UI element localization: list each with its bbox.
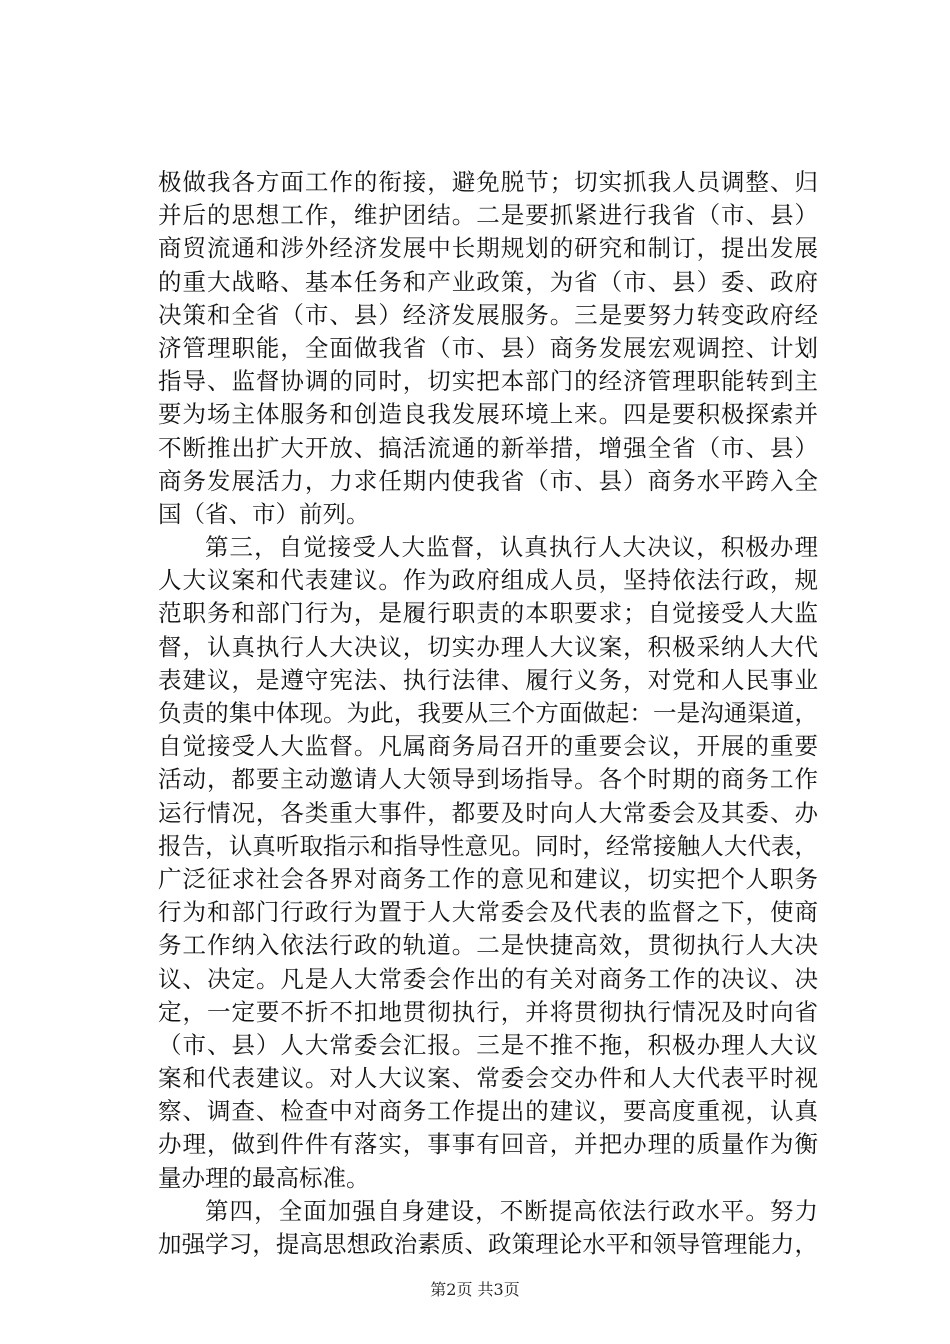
- text-line: 的重大战略、基本任务和产业政策，为省（市、县）委、政府: [158, 267, 818, 296]
- text-line: 活动，都要主动邀请人大领导到场指导。各个时期的商务工作: [158, 765, 818, 794]
- text-line: 并后的思想工作，维护团结。二是要抓紧进行我省（市、县）: [158, 201, 818, 230]
- text-line: 国（省、市）前列。: [158, 499, 370, 528]
- text-line: 广泛征求社会各界对商务工作的意见和建议，切实把个人职务: [158, 864, 818, 893]
- text-line: 运行情况，各类重大事件，都要及时向人大常委会及其委、办: [158, 798, 818, 827]
- text-line: 济管理职能，全面做我省（市、县）商务发展宏观调控、计划: [158, 333, 818, 362]
- text-line: （市、县）人大常委会汇报。三是不推不拖，积极办理人大议: [158, 1030, 818, 1059]
- text-line: 不断推出扩大开放、搞活流通的新举措，增强全省（市、县）: [158, 433, 818, 462]
- text-line: 察、调查、检查中对商务工作提出的建议，要高度重视，认真: [158, 1097, 818, 1126]
- text-line: 第三，自觉接受人大监督，认真执行人大决议，积极办理: [205, 533, 818, 562]
- text-line: 自觉接受人大监督。凡属商务局召开的重要会议，开展的重要: [158, 732, 818, 761]
- text-line: 范职务和部门行为，是履行职责的本职要求；自觉接受人大监: [158, 599, 818, 628]
- text-line: 务工作纳入依法行政的轨道。二是快捷高效，贯彻执行人大决: [158, 931, 818, 960]
- text-line: 商贸流通和涉外经济发展中长期规划的研究和制订，提出发展: [158, 234, 818, 263]
- text-line: 议、决定。凡是人大常委会作出的有关对商务工作的决议、决: [158, 964, 818, 993]
- page-footer: 第2页 共3页: [430, 1280, 520, 1299]
- text-line: 第四，全面加强自身建设，不断提高依法行政水平。努力: [205, 1196, 818, 1225]
- text-line: 督，认真执行人大决议，切实办理人大议案，积极采纳人大代: [158, 632, 818, 661]
- text-line: 量办理的最高标准。: [158, 1163, 370, 1192]
- text-line: 报告，认真听取指示和指导性意见。同时，经常接触人大代表，: [158, 831, 818, 860]
- text-line: 要为场主体服务和创造良我发展环境上来。四是要积极探索并: [158, 400, 818, 429]
- text-line: 决策和全省（市、县）经济发展服务。三是要努力转变政府经: [158, 300, 818, 329]
- text-line: 负责的集中体现。为此，我要从三个方面做起：一是沟通渠道，: [158, 699, 818, 727]
- text-line: 加强学习，提高思想政治素质、政策理论水平和领导管理能力，: [158, 1230, 818, 1258]
- text-line: 表建议，是遵守宪法、执行法律、履行义务，对党和人民事业: [158, 665, 818, 694]
- text-line: 案和代表建议。对人大议案、常委会交办件和人大代表平时视: [158, 1064, 818, 1093]
- text-line: 指导、监督协调的同时，切实把本部门的经济管理职能转到主: [158, 367, 818, 396]
- text-line: 行为和部门行政行为置于人大常委会及代表的监督之下，使商: [158, 898, 818, 927]
- text-line: 人大议案和代表建议。作为政府组成人员，坚持依法行政，规: [158, 566, 818, 595]
- text-line: 办理，做到件件有落实，事事有回音，并把办理的质量作为衡: [158, 1130, 818, 1159]
- text-line: 极做我各方面工作的衔接，避免脱节；切实抓我人员调整、归: [158, 168, 818, 196]
- text-line: 商务发展活力，力求任期内使我省（市、县）商务水平跨入全: [158, 466, 818, 495]
- document-body: [158, 166, 818, 1261]
- text-line: 定，一定要不折不扣地贯彻执行，并将贯彻执行情况及时向省: [158, 997, 818, 1026]
